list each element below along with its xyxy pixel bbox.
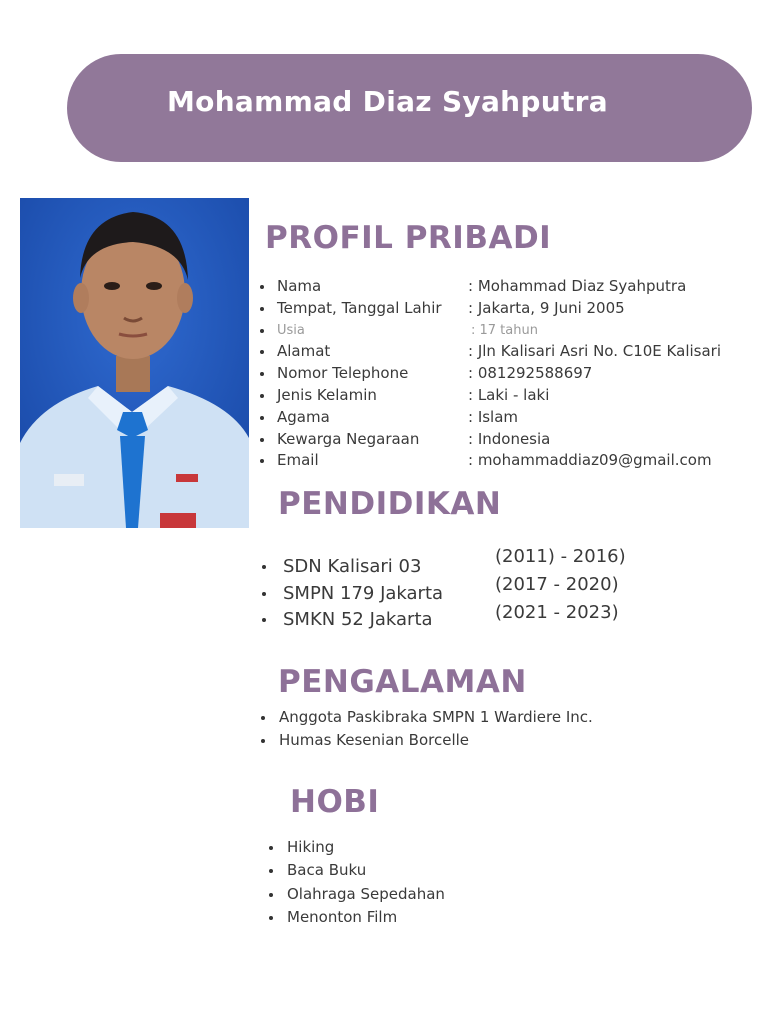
pendidikan-heading: PENDIDIKAN bbox=[278, 486, 502, 522]
pengalaman-heading: PENGALAMAN bbox=[278, 664, 527, 700]
year-range: (2011) - 2016) bbox=[495, 546, 626, 567]
hobi-heading: HOBI bbox=[290, 784, 380, 820]
full-name: Mohammad Diaz Syahputra bbox=[167, 85, 608, 118]
year-range: (2021 - 2023) bbox=[495, 602, 619, 623]
profile-photo bbox=[20, 198, 249, 528]
pendidikan-years bbox=[495, 543, 626, 627]
profil-heading: PROFIL PRIBADI bbox=[265, 220, 552, 256]
name-banner bbox=[67, 54, 752, 162]
year-range: (2017 - 2020) bbox=[495, 574, 619, 595]
